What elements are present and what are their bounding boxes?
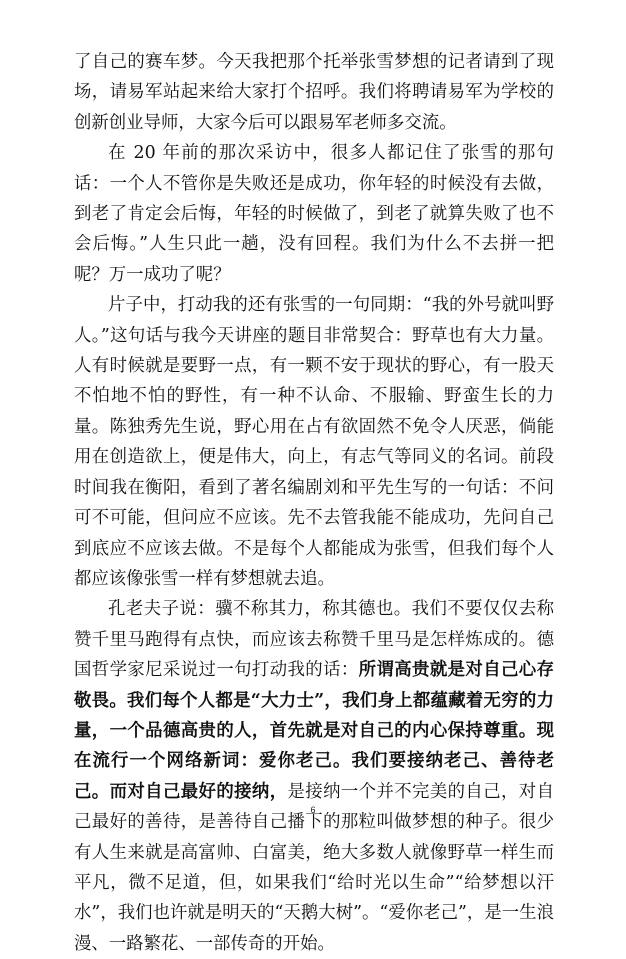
paragraph-1 [74,47,554,138]
paragraph-4-text-bold: 所谓高贵就是对自己心存敬畏。我们每个人都是“大力士”，我们身上都蕴藏着无穷的力量，一个品德高贵的人，首先就是对自己的内心保持尊重。现在流行一个网络新词：爱你老己。我们要接纳老己、善待老己。而对自己最好的接纳， [74,660,554,802]
paragraph-4 [74,594,554,959]
paragraph-4-text-outro: 是接纳一个并不完美的自己，对自己最好的善待，是善待自己播下的那粒叫做梦想的种子。很少有人生来就是高富帅、白富美，绝大多数人就像野草一样生而平凡，微不足道，但，如果我们“给时光以生命”“给梦想以汗水”，我们也许就是明天的“天鹅大树”。“爱你老己”，是一生浪漫、一路繁花、一部传奇的开始。 [74,781,554,954]
page-number: 6 [310,805,316,815]
paragraph-2-text: 在 20 年前的那次采访中，很多人都记住了张雪的那句话：一个人不管你是失败还是成功，你年轻的时候没有去做，到老了肯定会后悔，年轻的时候做了，到老了就算失败了也不会后悔。”人生只此一趟，没有回程。我们为什么不去拼一把呢？万一成功了呢？ [74,143,554,285]
paragraph-4-text-intro: 孔老夫子说：骥不称其力，称其德也。我们不要仅仅去称赞千里马跑得有点快，而应该去称赞千里马是怎样炼成的。德国哲学家尼采说过一句打动我的话： [74,599,554,681]
paragraph-1-text: 了自己的赛车梦。今天我把那个托举张雪梦想的记者请到了现场，请易军站起来给大家打个招呼。我们将聘请易军为学校的创新创业导师，大家今后可以跟易军老师多交流。 [74,52,554,133]
paragraph-3-text: 片子中，打动我的还有张雪的一句同期：“我的外号就叫野人。”这句话与我今天讲座的题目非常契合：野草也有大力量。人有时候就是要野一点，有一颗不安于现状的野心，有一股天不怕地不怕的野性，有一种不认命、不服输、野蛮生长的力量。陈独秀先生说，野心用在占有欲固然不免令人厌恶，倘能用在创造欲上，便是伟大，向上，有志气等同义的名词。前段时间我在衡阳，看到了著名编剧刘和平先生写的一句话：不问可不可能，但问应不应该。先不去管我能不能成功，先问自己到底应不应该去做。不是每个人都能成为张雪，但我们每个人都应该像张雪一样有梦想就去追。 [74,295,554,589]
document-page [74,47,554,959]
paragraph-3 [74,290,554,594]
paragraph-2 [74,138,554,290]
